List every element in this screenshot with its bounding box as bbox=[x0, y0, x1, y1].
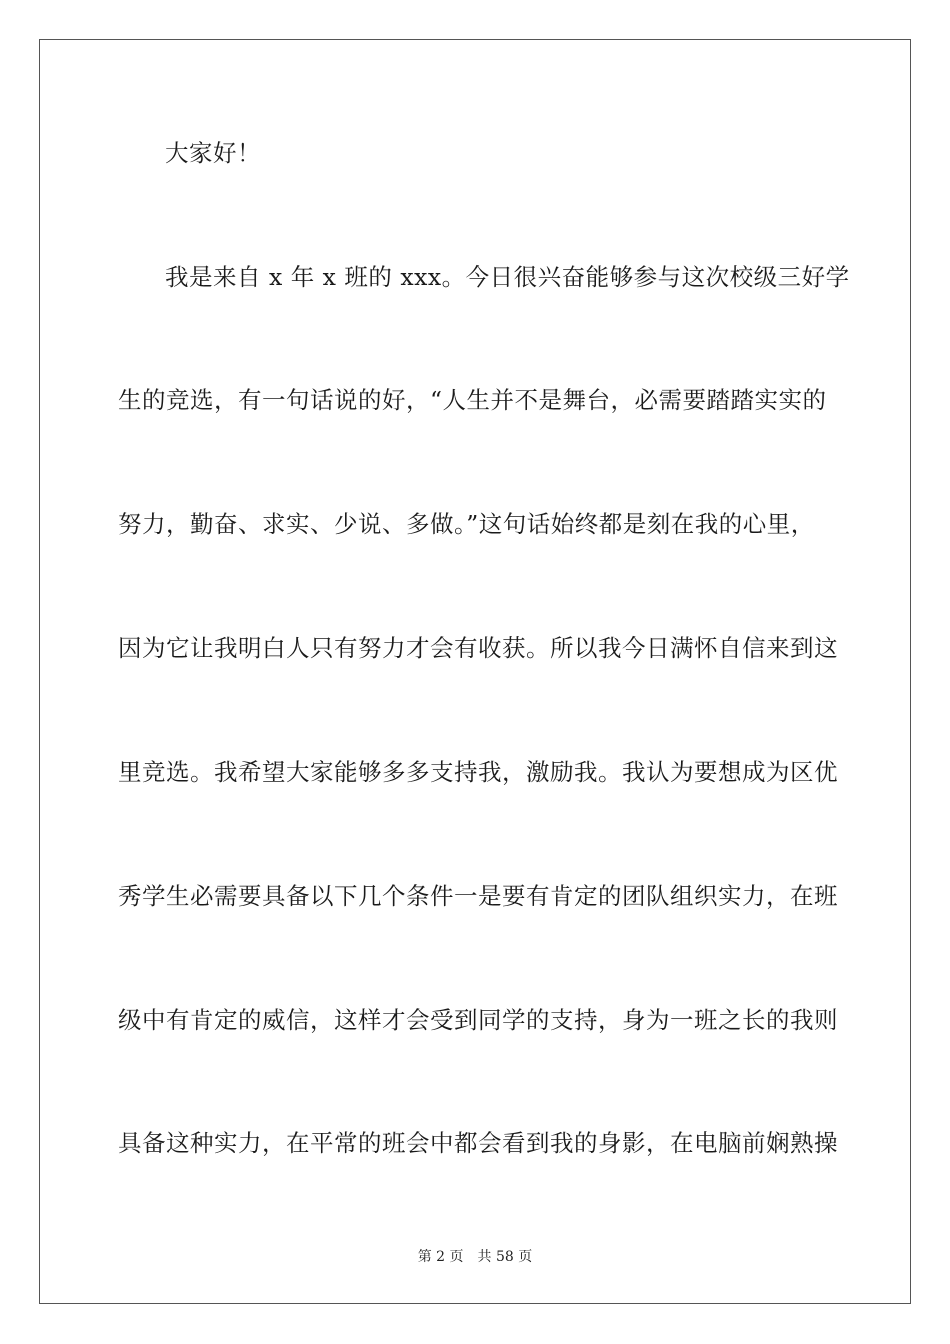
paragraph-line-4: 因为它让我明白人只有努力才会有收获。所以我今日满怀自信来到这 bbox=[118, 634, 838, 662]
paragraph-line-1: 我是来自 x 年 x 班的 xxx。今日很兴奋能够参与这次校级三好学 bbox=[165, 263, 850, 291]
paragraph-line-3: 努力，勤奋、求实、少说、多做。”这句话始终都是刻在我的心里， bbox=[118, 510, 815, 538]
paragraph-line-8: 具备这种实力，在平常的班会中都会看到我的身影，在电脑前娴熟操 bbox=[118, 1129, 838, 1157]
paragraph-line-6: 秀学生必需要具备以下几个条件一是要有肯定的团队组织实力，在班 bbox=[118, 882, 838, 910]
paragraph-line-7: 级中有肯定的威信，这样才会受到同学的支持，身为一班之长的我则 bbox=[118, 1006, 838, 1034]
greeting-line: 大家好！ bbox=[165, 139, 261, 167]
paragraph-line-2: 生的竞选，有一句话说的好，“人生并不是舞台，必需要踏踏实实的 bbox=[118, 386, 827, 414]
page-border bbox=[39, 39, 911, 1304]
page-total: 共 58 页 bbox=[477, 1249, 533, 1265]
page-number: 第 2 页 bbox=[417, 1249, 464, 1265]
page-footer bbox=[0, 1247, 950, 1267]
paragraph-line-5: 里竞选。我希望大家能够多多支持我，激励我。我认为要想成为区优 bbox=[118, 758, 838, 786]
